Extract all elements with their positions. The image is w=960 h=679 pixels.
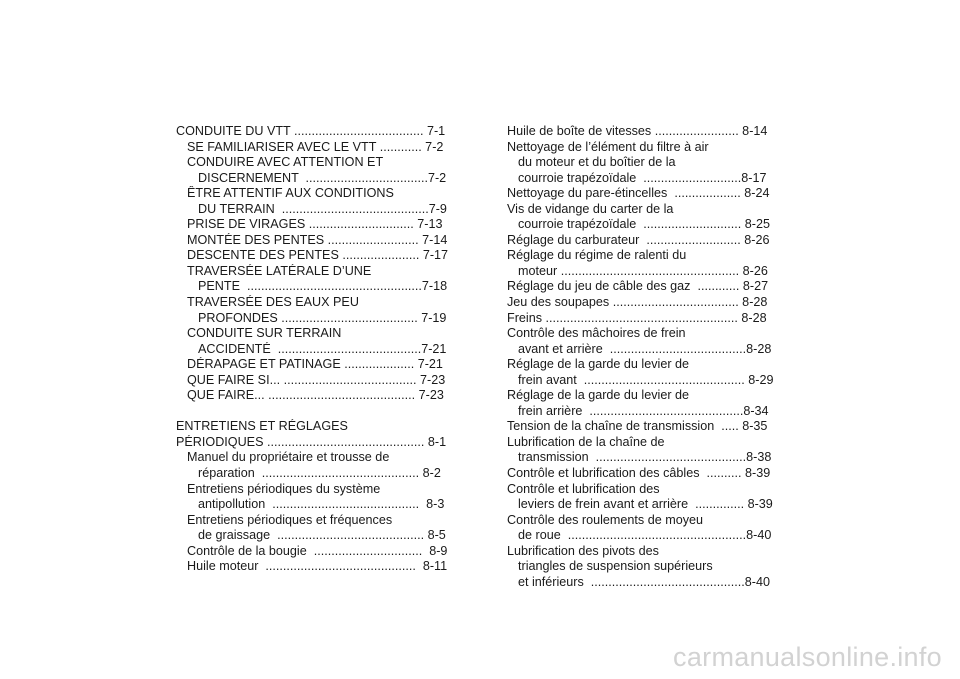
toc-entry[interactable]: ÊTRE ATTENTIF AUX CONDITIONS [187,186,394,201]
toc-entry[interactable]: frein avant .............................................. 8-29 [518,372,774,387]
toc-entry[interactable]: DU TERRAIN ..........................................7-9 [198,201,447,216]
toc-entry[interactable]: TRAVERSÉE LATÉRALE D’UNE [187,263,372,278]
toc-entry[interactable]: Lubrification de la chaîne de [507,434,665,449]
toc-entry[interactable]: Nettoyage du pare-étincelles ................... 8-24 [507,186,770,201]
toc-entry[interactable]: DÉRAPAGE ET PATINAGE .................... 7-21 [187,357,443,372]
toc-spacer [176,404,461,420]
toc-entry[interactable]: Contrôle des roulements de moyeu [507,512,704,527]
toc-entry[interactable]: triangles de suspension supérieurs [518,559,713,574]
toc-entry[interactable]: courroie trapézoïdale ............................ 8-25 [518,217,770,232]
toc-right-column [507,124,778,590]
toc-entry[interactable]: et inférieurs ............................................8-40 [518,574,770,589]
toc-entry[interactable]: Vis de vidange du carter de la [507,201,674,216]
toc-entry[interactable]: Huile moteur ........................................... 8-11 [187,559,448,574]
toc-entry[interactable]: réparation ............................................. 8-2 [198,466,441,481]
toc-entry[interactable]: ENTRETIENS ET RÉGLAGES [176,419,348,434]
toc-left-column [176,124,461,575]
toc-entry[interactable]: TRAVERSÉE DES EAUX PEU [187,295,359,310]
toc-entry[interactable]: PENTE ..................................................7-18 [198,279,448,294]
toc-entry[interactable]: Lubrification des pivots des [507,543,659,558]
toc-entry[interactable]: Entretiens périodiques et fréquences [187,512,393,527]
toc-entry[interactable]: Contrôle et lubrification des [507,481,660,496]
toc-entry[interactable]: MONTÉE DES PENTES .......................... 7-14 [187,232,448,247]
toc-entry[interactable]: avant et arrière .......................................8-28 [518,341,772,356]
toc-entry[interactable]: Réglage du carburateur ........................... 8-26 [507,232,770,247]
toc-entry[interactable]: Contrôle de la bougie ............................... 8-9 [187,543,448,558]
toc-entry[interactable]: Contrôle des mâchoires de frein [507,326,686,341]
toc-entry[interactable]: Réglage du jeu de câble des gaz ............ 8-27 [507,279,769,294]
toc-entry[interactable]: PRISE DE VIRAGES .............................. 7-13 [187,217,443,232]
toc-entry[interactable]: Huile de boîte de vitesses ........................ 8-14 [507,124,768,138]
toc-entry[interactable]: Manuel du propriétaire et trousse de [187,450,390,465]
toc-entry[interactable]: DISCERNEMENT ...................................7-2 [198,170,447,185]
toc-entry[interactable]: antipollution .......................................... 8-3 [198,497,445,512]
toc-entry[interactable]: CONDUITE SUR TERRAIN [187,326,342,341]
toc-entry[interactable]: transmission ...........................................8-38 [518,450,772,465]
toc-entry[interactable]: de roue ...................................................8-40 [518,528,772,543]
toc-entry[interactable]: QUE FAIRE SI... ...................................... 7-23 [187,372,446,387]
toc-entry[interactable]: Réglage de la garde du levier de [507,357,690,372]
toc-entry[interactable]: PÉRIODIQUES ............................................. 8-1 [176,434,447,449]
toc-entry[interactable]: PROFONDES ....................................... 7-19 [198,310,447,325]
toc-entry[interactable]: ACCIDENTÉ .........................................7-21 [198,341,447,356]
toc-entry[interactable]: Nettoyage de l’élément du filtre à air [507,139,709,154]
toc-entry[interactable]: CONDUIRE AVEC ATTENTION ET [187,155,384,170]
toc-entry[interactable]: courroie trapézoïdale ............................8-17 [518,170,767,185]
toc-entry[interactable]: Tension de la chaîne de transmission ..... 8-35 [507,419,768,434]
toc-entry[interactable]: Freins ....................................................... 8-28 [507,310,767,325]
toc-entry[interactable]: Réglage de la garde du levier de [507,388,690,403]
toc-entry[interactable]: leviers de frein avant et arrière .............. 8-39 [518,497,773,512]
toc-entry[interactable]: CONDUITE DU VTT ..................................... 7-1 [176,124,446,138]
toc-entry[interactable]: de graissage .......................................... 8-5 [198,528,446,543]
toc-entry[interactable]: QUE FAIRE... .......................................... 7-23 [187,388,444,403]
toc-entry[interactable]: Jeu des soupapes .................................... 8-28 [507,295,768,310]
toc-entry[interactable]: Contrôle et lubrification des câbles .......... 8-39 [507,466,771,481]
toc-entry[interactable]: du moteur et du boîtier de la [518,155,676,170]
toc-entry[interactable]: frein arrière ............................................8-34 [518,403,769,418]
toc-entry[interactable]: moteur ................................................... 8-26 [518,263,768,278]
toc-entry[interactable]: Entretiens périodiques du système [187,481,381,496]
toc-entry[interactable]: DESCENTE DES PENTES ...................... 7-17 [187,248,449,263]
watermark: carmanualsonline.info [673,642,942,672]
toc-entry[interactable]: Réglage du régime de ralenti du [507,248,687,263]
toc-entry[interactable]: SE FAMILIARISER AVEC LE VTT ............ 7-2 [187,139,444,154]
